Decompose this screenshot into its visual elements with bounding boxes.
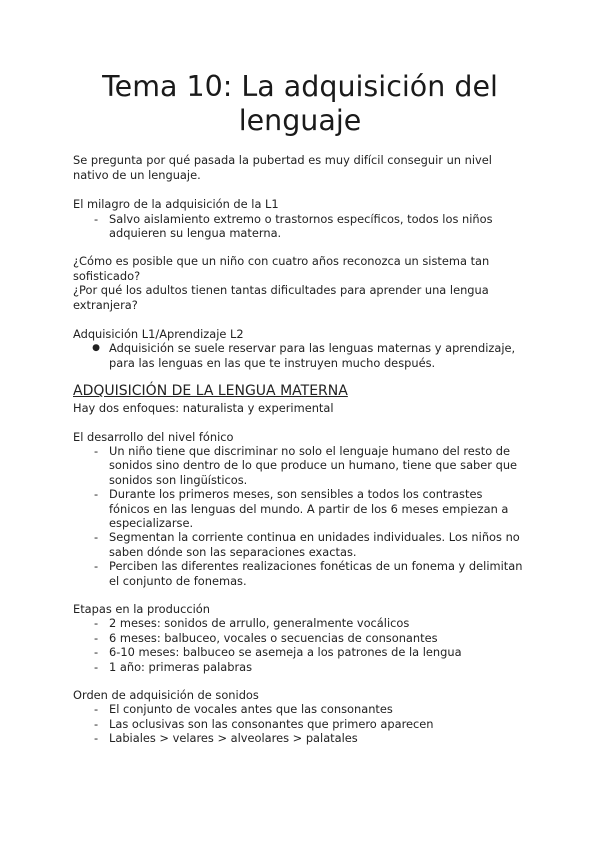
- enfoques-line: Hay dos enfoques: naturalista y experimental: [73, 401, 334, 415]
- dash-marker: -: [93, 616, 99, 630]
- dash-marker: -: [93, 559, 99, 573]
- list-item-text: Labiales > velares > alveolares > palatales: [109, 731, 358, 745]
- intro-line: nativo de un lenguaje.: [73, 168, 201, 182]
- list-item: [93, 660, 253, 675]
- list-item-text: saben dónde son las separaciones exactas.: [109, 545, 357, 559]
- list-item: [93, 717, 434, 732]
- adquisicion-heading: Adquisición L1/Aprendizaje L2: [73, 327, 244, 341]
- list-item-text: 1 año: primeras palabras: [109, 660, 253, 674]
- list-item-text: Las oclusivas son las consonantes que primero aparecen: [109, 717, 434, 731]
- list-item: [93, 645, 462, 660]
- question-line: ¿Cómo es posible que un niño con cuatro años reconozca un sistema tan: [73, 254, 490, 268]
- list-item-text: 6 meses: balbuceo, vocales o secuencias de consonantes: [109, 631, 438, 645]
- list-item-text: Salvo aislamiento extremo o trastornos específicos, todos los niños: [109, 212, 493, 226]
- list-item-text: Perciben las diferentes realizaciones fonéticas de un fonema y delimitan: [109, 559, 523, 573]
- list-item-text: 6-10 meses: balbuceo se asemeja a los patrones de la lengua: [109, 645, 462, 659]
- list-item-text: para las lenguas en las que te instruyen mucho después.: [109, 356, 436, 370]
- dash-marker: -: [93, 731, 99, 745]
- list-item-continuation: [109, 502, 508, 517]
- dash-marker: -: [93, 631, 99, 645]
- title-line: Tema 10: La adquisición del: [102, 70, 498, 103]
- list-item-continuation: [109, 458, 517, 473]
- list-item-text: fónicos en las lenguas del mundo. A partir de los 6 meses empiezan a: [109, 502, 509, 516]
- list-item-text: sonidos son lingüísticos.: [109, 473, 248, 487]
- etapas-heading: Etapas en la producción: [73, 602, 210, 616]
- list-item-continuation: [109, 356, 435, 371]
- dash-marker: -: [93, 717, 99, 731]
- list-item: [93, 616, 410, 631]
- question-line: ¿Por qué los adultos tienen tantas dificultades para aprender una lengua: [73, 283, 489, 297]
- dash-marker: -: [93, 487, 99, 501]
- list-item-text: 2 meses: sonidos de arrullo, generalmente vocálicos: [109, 616, 410, 630]
- orden-heading: Orden de adquisición de sonidos: [73, 688, 259, 702]
- dash-marker: -: [93, 444, 99, 458]
- list-item-text: Un niño tiene que discriminar no solo el lenguaje humano del resto de: [109, 444, 511, 458]
- list-item-text: adquieren su lengua materna.: [109, 226, 282, 240]
- list-item-continuation: [109, 226, 281, 241]
- milagro-heading: El milagro de la adquisición de la L1: [73, 197, 279, 211]
- intro-line: Se pregunta por qué pasada la pubertad es muy difícil conseguir un nivel: [73, 153, 492, 167]
- dash-marker: -: [93, 645, 99, 659]
- dash-marker: -: [93, 660, 99, 674]
- list-item: [93, 444, 511, 459]
- list-item: [93, 530, 520, 545]
- list-item-continuation: [109, 516, 193, 531]
- list-item-text: Adquisición se suele reservar para las lenguas maternas y aprendizaje,: [109, 341, 516, 355]
- list-item-text: El conjunto de vocales antes que las consonantes: [109, 702, 393, 716]
- list-item-text: Segmentan la corriente continua en unidades individuales. Los niños no: [109, 530, 520, 544]
- page-title: [60, 70, 540, 138]
- dash-marker: -: [93, 212, 99, 226]
- list-item: [93, 212, 493, 227]
- list-item-text: especializarse.: [109, 516, 194, 530]
- list-item: [92, 341, 516, 356]
- dash-marker: -: [93, 702, 99, 716]
- list-item-continuation: [109, 545, 357, 560]
- question-line: extranjera?: [73, 298, 138, 312]
- dash-marker: -: [93, 530, 99, 544]
- bullet-marker: ●: [92, 343, 100, 353]
- list-item: [93, 487, 483, 502]
- question-line: sofisticado?: [73, 269, 141, 283]
- title-line: lenguaje: [238, 104, 362, 137]
- list-item: [93, 731, 358, 746]
- section-heading: ADQUISICIÓN DE LA LENGUA MATERNA: [73, 383, 348, 399]
- list-item: [93, 702, 393, 717]
- list-item-continuation: [109, 574, 247, 589]
- list-item-continuation: [109, 473, 247, 488]
- list-item-text: el conjunto de fonemas.: [109, 574, 247, 588]
- list-item: [93, 559, 523, 574]
- list-item-text: Durante los primeros meses, son sensibles a todos los contrastes: [109, 487, 483, 501]
- list-item-text: sonidos sino dentro de lo que produce un humano, tiene que saber que: [109, 458, 518, 472]
- list-item: [93, 631, 438, 646]
- fonico-heading: El desarrollo del nivel fónico: [73, 430, 234, 444]
